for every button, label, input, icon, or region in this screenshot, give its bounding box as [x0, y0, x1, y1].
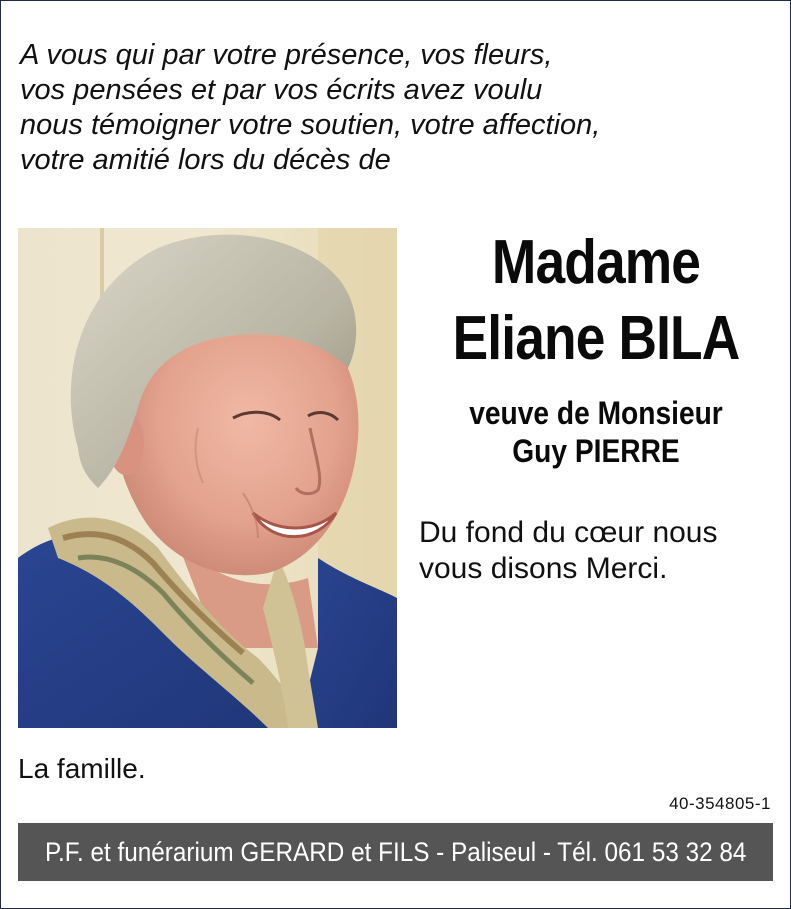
funeral-home-text: P.F. et funérarium GERARD et FILS - Paliseul - Tél. 061 53 32 84 — [44, 836, 747, 867]
deceased-name: Eliane BILA — [452, 304, 740, 373]
widow-of-line: veuve de Monsieur — [469, 395, 723, 431]
deceased-name-block — [415, 228, 777, 470]
intro-text — [20, 38, 740, 178]
family-signature: La famille. — [18, 753, 146, 784]
intro-line: votre amitié lors du décès de — [20, 144, 391, 176]
intro-line: nous témoigner votre soutien, votre affection, — [20, 109, 601, 141]
portrait-photo — [18, 228, 397, 728]
deceased-title: Madame — [491, 228, 701, 297]
thanks-line: vous disons Merci. — [419, 552, 668, 585]
spouse-block — [415, 394, 777, 470]
funeral-home-banner — [18, 823, 773, 881]
husband-name: Guy PIERRE — [512, 433, 680, 469]
reference-number: 40-354805-1 — [669, 794, 771, 813]
thanks-text — [419, 515, 781, 587]
intro-line: vos pensées et par vos écrits avez voulu — [20, 74, 543, 106]
intro-line: A vous qui par votre présence, vos fleurs, — [20, 39, 553, 71]
thanks-line: Du fond du cœur nous — [419, 516, 718, 549]
